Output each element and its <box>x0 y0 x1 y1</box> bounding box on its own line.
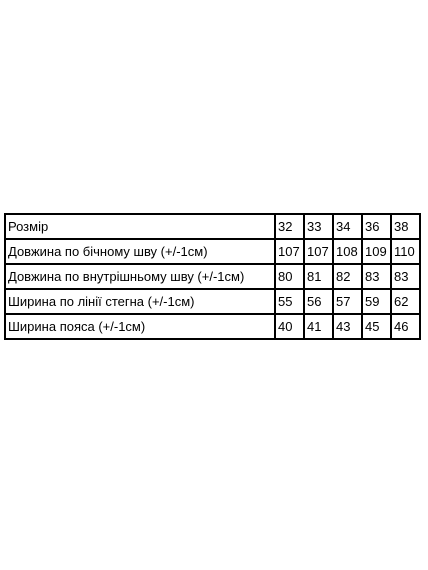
size-cell: 36 <box>362 214 391 239</box>
row-label-size: Розмір <box>5 214 275 239</box>
measurement-cell: 40 <box>275 314 304 339</box>
measurement-cell: 107 <box>304 239 333 264</box>
measurement-cell: 56 <box>304 289 333 314</box>
measurement-cell: 108 <box>333 239 362 264</box>
measurement-cell: 43 <box>333 314 362 339</box>
row-label-hip-width: Ширина по лінії стегна (+/-1см) <box>5 289 275 314</box>
measurement-cell: 107 <box>275 239 304 264</box>
measurement-cell: 80 <box>275 264 304 289</box>
measurement-cell: 57 <box>333 289 362 314</box>
table-row <box>5 214 420 239</box>
measurement-cell: 59 <box>362 289 391 314</box>
size-cell: 32 <box>275 214 304 239</box>
row-label-inseam-length: Довжина по внутрішньому шву (+/-1см) <box>5 264 275 289</box>
row-label-waist-width: Ширина пояса (+/-1см) <box>5 314 275 339</box>
measurement-cell: 83 <box>391 264 420 289</box>
measurement-cell: 41 <box>304 314 333 339</box>
row-label-side-seam-length: Довжина по бічному шву (+/-1см) <box>5 239 275 264</box>
measurement-cell: 81 <box>304 264 333 289</box>
measurement-cell: 110 <box>391 239 420 264</box>
measurement-cell: 83 <box>362 264 391 289</box>
table-row <box>5 314 420 339</box>
size-cell: 34 <box>333 214 362 239</box>
measurement-cell: 55 <box>275 289 304 314</box>
table-row <box>5 289 420 314</box>
table-row <box>5 264 420 289</box>
size-chart-table <box>4 213 421 340</box>
measurement-cell: 109 <box>362 239 391 264</box>
size-cell: 33 <box>304 214 333 239</box>
measurement-cell: 82 <box>333 264 362 289</box>
table-row <box>5 239 420 264</box>
size-cell: 38 <box>391 214 420 239</box>
measurement-cell: 45 <box>362 314 391 339</box>
measurement-cell: 46 <box>391 314 420 339</box>
measurement-cell: 62 <box>391 289 420 314</box>
